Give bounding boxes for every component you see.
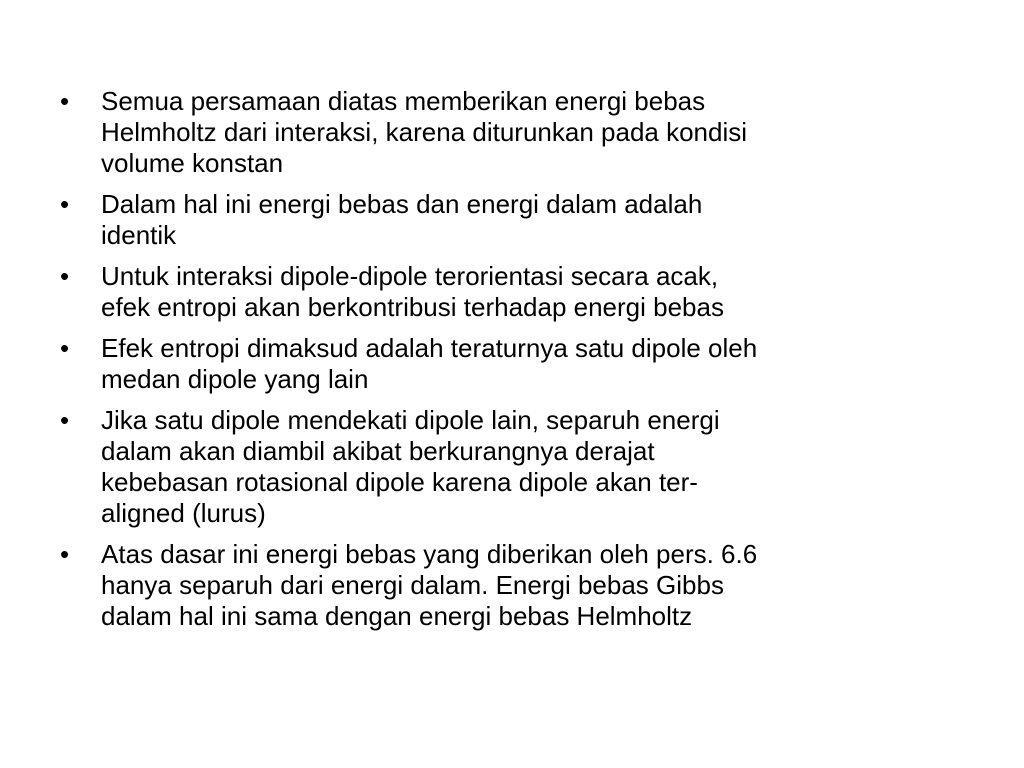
bullet-text: Jika satu dipole mendekati dipole lain, separuh energi dalam akan diambil akibat berkurangnya derajat kebebasan rotasional dipole karena dipole akan ter- aligned (lurus): [101, 405, 720, 528]
bullet-icon: •: [60, 261, 70, 291]
bullet-icon: •: [60, 86, 70, 116]
bullet-item: [60, 333, 980, 395]
bullet-text: Efek entropi dimaksud adalah teraturnya satu dipole oleh medan dipole yang lain: [101, 333, 758, 394]
bullet-list: [60, 86, 980, 642]
bullet-item: [60, 261, 980, 323]
bullet-icon: •: [60, 539, 70, 569]
bullet-item: [60, 405, 980, 529]
bullet-text: Semua persamaan diatas memberikan energi bebas Helmholtz dari interaksi, karena diturunkan pada kondisi volume konstan: [101, 86, 748, 178]
bullet-icon: •: [60, 405, 70, 435]
bullet-icon: •: [60, 333, 70, 363]
bullet-item: [60, 189, 980, 251]
bullet-item: [60, 539, 980, 632]
bullet-text: Untuk interaksi dipole-dipole terorientasi secara acak, efek entropi akan berkontribusi terhadap energi bebas: [101, 261, 724, 322]
bullet-text: Dalam hal ini energi bebas dan energi dalam adalah identik: [101, 189, 703, 250]
bullet-item: [60, 86, 980, 179]
bullet-text: Atas dasar ini energi bebas yang diberikan oleh pers. 6.6 hanya separuh dari energi dalam. Energi bebas Gibbs dalam hal ini sama dengan energi bebas Helmholtz: [101, 539, 758, 631]
bullet-icon: •: [60, 189, 70, 219]
